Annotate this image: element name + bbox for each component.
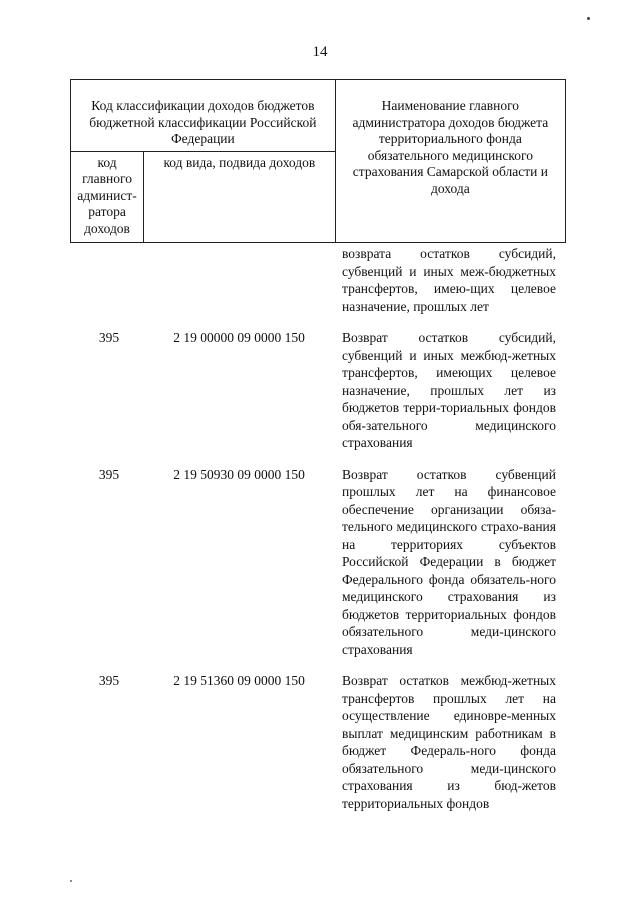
code-header-cell <box>144 151 336 242</box>
income-code: 2 19 00000 09 0000 150 <box>173 330 305 345</box>
income-name: Возврат остатков субсидий, субвенций и иных межбюд-жетных трансфертов, имеющих целевое назначение, прошлых лет из бюджетов терри-ториальных фондов обя-зательного медицинского страхования <box>342 330 556 450</box>
page-number: 14 <box>312 44 328 60</box>
group-title: Код классификации доходов бюджетов бюджетной классификации Российской Федерации <box>89 98 317 146</box>
table-row <box>70 466 566 659</box>
group-title-cell <box>71 80 336 152</box>
income-code: 2 19 51360 09 0000 150 <box>173 673 305 688</box>
table-row <box>70 245 566 315</box>
table-row <box>70 672 566 812</box>
admin-code: 395 <box>98 330 120 345</box>
code-header: код вида, подвида доходов <box>163 154 316 170</box>
income-name: Возврат остатков субвенций прошлых лет на финансовое обеспечение организации обяза-тельного медицинского страхо-вания на территориях субъектов Российской Федерации в бюджет Федерального фонда обязатель-ного медицинского страхования из бюджетов территориальных фондов обязательного меди-цинского страхования <box>342 466 556 657</box>
admin-code: 395 <box>98 673 120 688</box>
name-header-cell <box>335 80 565 243</box>
table-body <box>70 245 566 812</box>
admin-code: 395 <box>98 466 120 482</box>
admin-header-cell <box>71 151 144 242</box>
income-name: возврата остатков субсидий, субвенций и иных меж-бюджетных трансфертов, имею-щих целевое назначение, прошлых лет <box>342 246 556 314</box>
classification-header-table <box>70 79 566 243</box>
name-header: Наименование главного администратора доходов бюджета территориального фонда обязательного медицинского страхования Самарской области и дохода <box>352 98 549 196</box>
income-code: 2 19 50930 09 0000 150 <box>173 466 305 482</box>
table-row <box>70 329 566 452</box>
scan-speck <box>70 880 72 882</box>
admin-header: код главного админист-ратора доходов <box>77 154 137 236</box>
income-name: Возврат остатков межбюд-жетных трансфертов прошлых лет на осуществление единовре-менных выплат медицинским работникам в бюджет Федераль-ного фонда обязательного меди-цинского страхования из бюд-жетов территориальных фондов <box>342 673 556 811</box>
scan-speck <box>587 17 590 20</box>
